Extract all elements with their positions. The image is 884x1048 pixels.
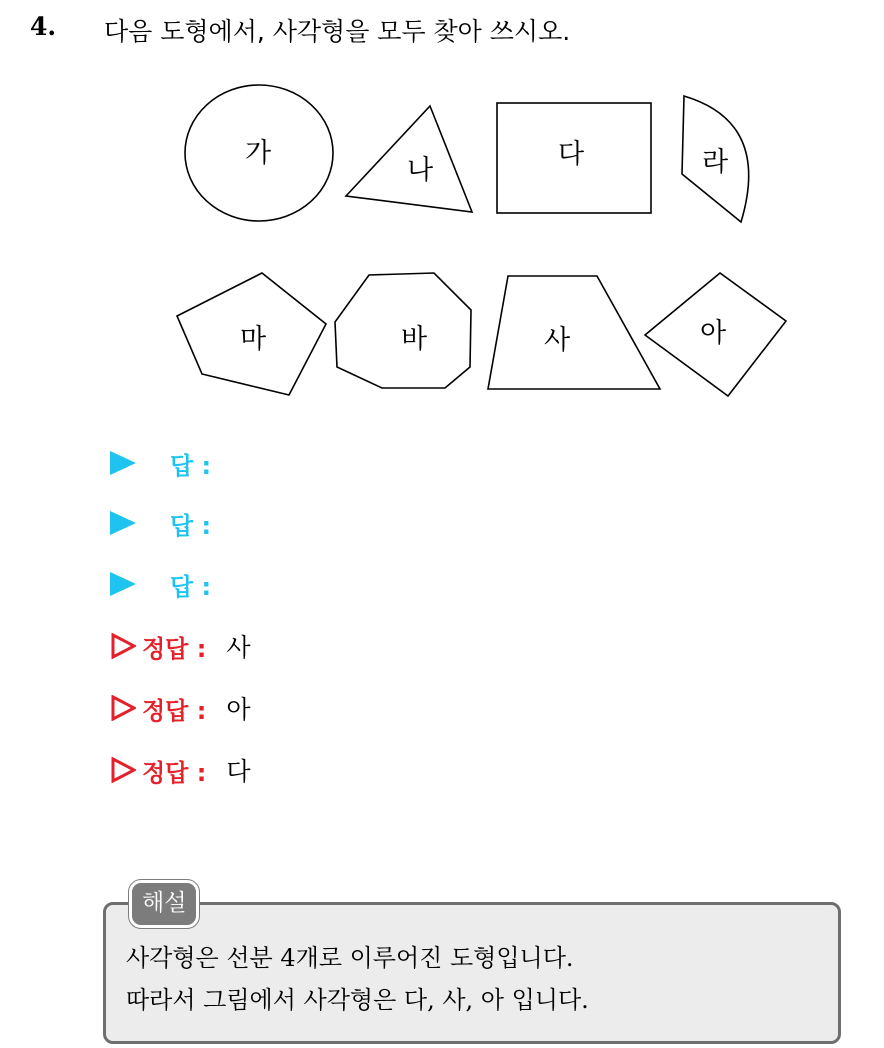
- answer-row: [110, 506, 211, 540]
- answer-label: 답 :: [170, 511, 212, 540]
- correct-answer-label: 정답 :: [142, 634, 207, 663]
- correct-answer-row: [110, 753, 250, 787]
- shape-label-ba: 바: [401, 324, 428, 355]
- shape-label-sa: 사: [544, 325, 571, 356]
- explanation-line: 따라서 그림에서 사각형은 다, 사, 아 입니다.: [126, 986, 589, 1014]
- question-number: 4.: [30, 12, 57, 41]
- correct-answer-row: [110, 629, 250, 663]
- question-text: 다음 도형에서, 사각형을 모두 찾아 쓰시오.: [104, 17, 571, 46]
- answer-row: [110, 567, 211, 601]
- answer-row: [110, 446, 211, 480]
- correct-answer-label: 정답 :: [142, 758, 207, 787]
- shape-label-a: 아: [700, 318, 727, 349]
- triangle-outline-icon: [110, 695, 136, 721]
- triangle-outline-icon: [110, 757, 136, 783]
- explanation-tab: 해설: [129, 880, 199, 928]
- correct-answer-label: 정답 :: [142, 696, 207, 725]
- shape-trapezoid: [488, 276, 660, 389]
- correct-answer-value: 아: [226, 695, 251, 724]
- play-icon: [110, 451, 136, 475]
- correct-answer-value: 다: [226, 757, 251, 786]
- triangle-outline-icon: [110, 633, 136, 659]
- shape-label-da: 다: [558, 139, 585, 170]
- shape-label-ra: 라: [702, 147, 729, 178]
- explanation-box: [103, 902, 841, 1044]
- explanation-line: 사각형은 선분 4개로 이루어진 도형입니다.: [126, 944, 574, 972]
- answer-label: 답 :: [170, 451, 212, 480]
- answer-label: 답 :: [170, 572, 212, 601]
- shapes-figure: [0, 0, 884, 420]
- play-icon: [110, 572, 136, 596]
- shape-label-ga: 가: [245, 138, 272, 169]
- shape-label-ma: 마: [240, 324, 267, 355]
- shape-label-na: 나: [407, 155, 434, 186]
- play-icon: [110, 511, 136, 535]
- correct-answer-row: [110, 691, 250, 725]
- correct-answer-value: 사: [226, 633, 251, 662]
